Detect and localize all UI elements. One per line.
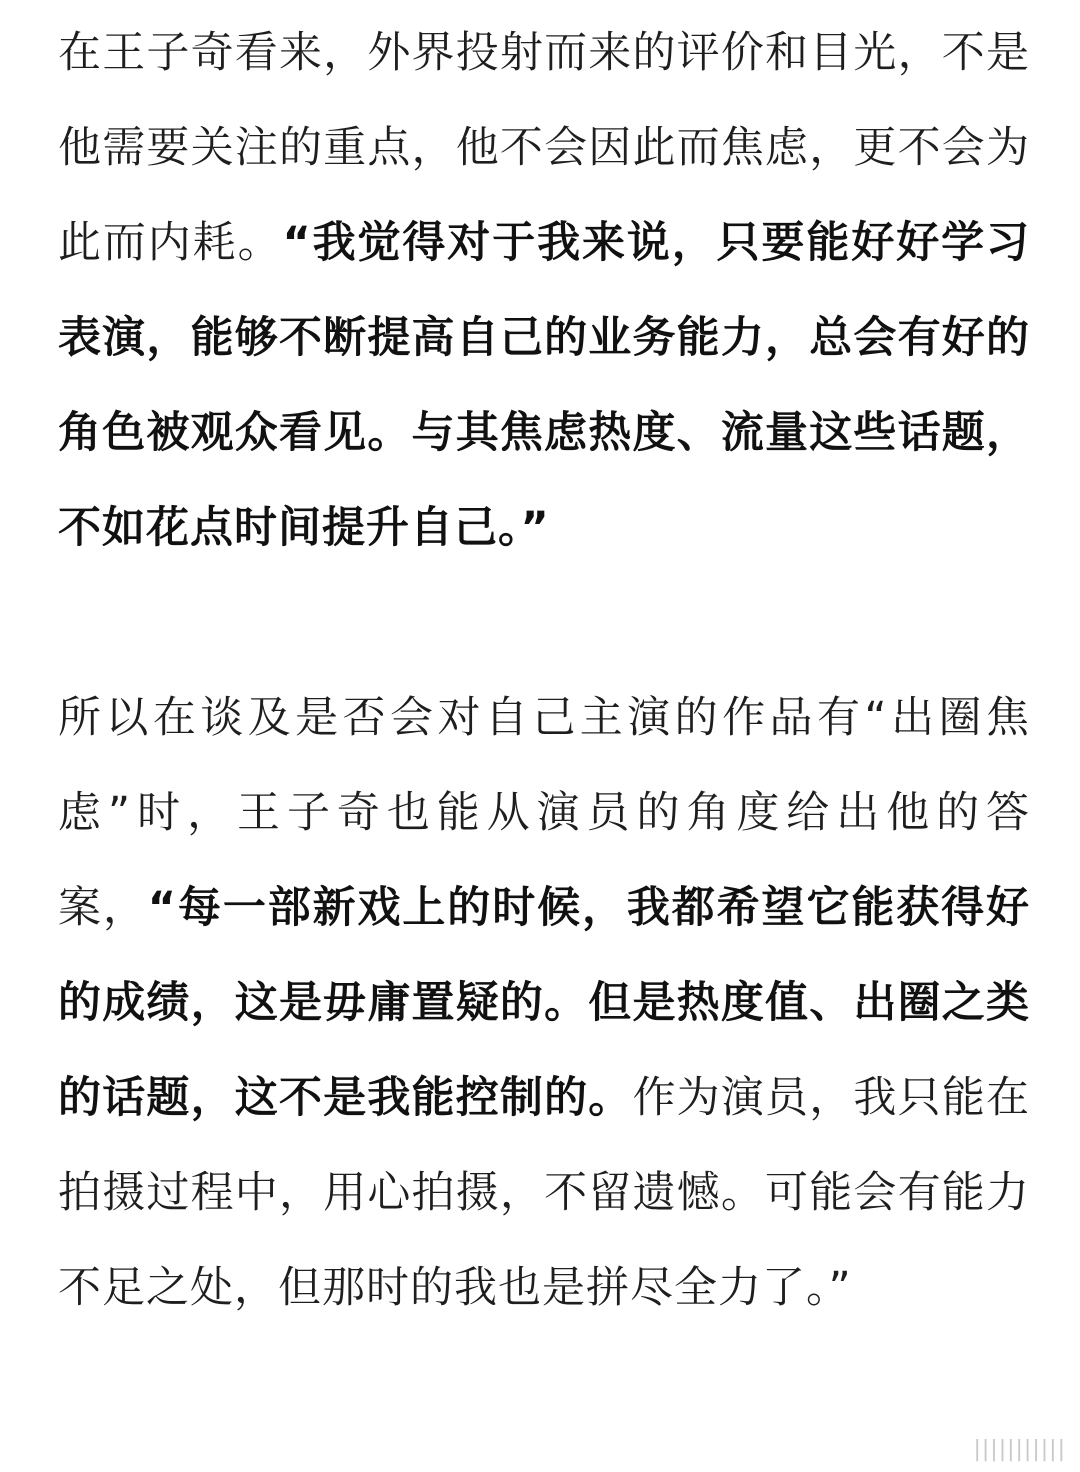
paragraph-1-text-1: 在王子奇看来，外界投射而来的评价和目光，不是他需要关注的重点，他不会因此而焦虑，更不会为此而内耗。 bbox=[58, 28, 1030, 268]
paragraph-2-text-1: 所以在谈及是否会对自己主演的作品有“出圈焦虑”时，王子奇也能从演员的角度给出他的答案， bbox=[58, 693, 1030, 933]
paragraph-1 bbox=[58, 6, 1030, 576]
paragraph-1-quote-bold: “我觉得对于我来说，只要能好好学习表演，能够不断提高自己的业务能力，总会有好的角色被观众看见。与其焦虑热度、流量这些话题，不如花点时间提升自己。” bbox=[58, 218, 1031, 553]
paragraph-2-text-2: 作为演员，我只能在拍摄过程中，用心拍摄，不留遗憾。可能会有能力不足之处，但那时的我也是拼尽全力了。” bbox=[58, 1073, 1031, 1313]
paragraph-2-quote-bold: “每一部新戏上的时候，我都希望它能获得好的成绩，这是毋庸置疑的。但是热度值、出圈之类的话题，这不是我能控制的。 bbox=[58, 883, 1031, 1123]
watermark: ||||||||||| bbox=[973, 1437, 1066, 1462]
article-body bbox=[58, 6, 1030, 1336]
paragraph-2 bbox=[58, 671, 1030, 1336]
